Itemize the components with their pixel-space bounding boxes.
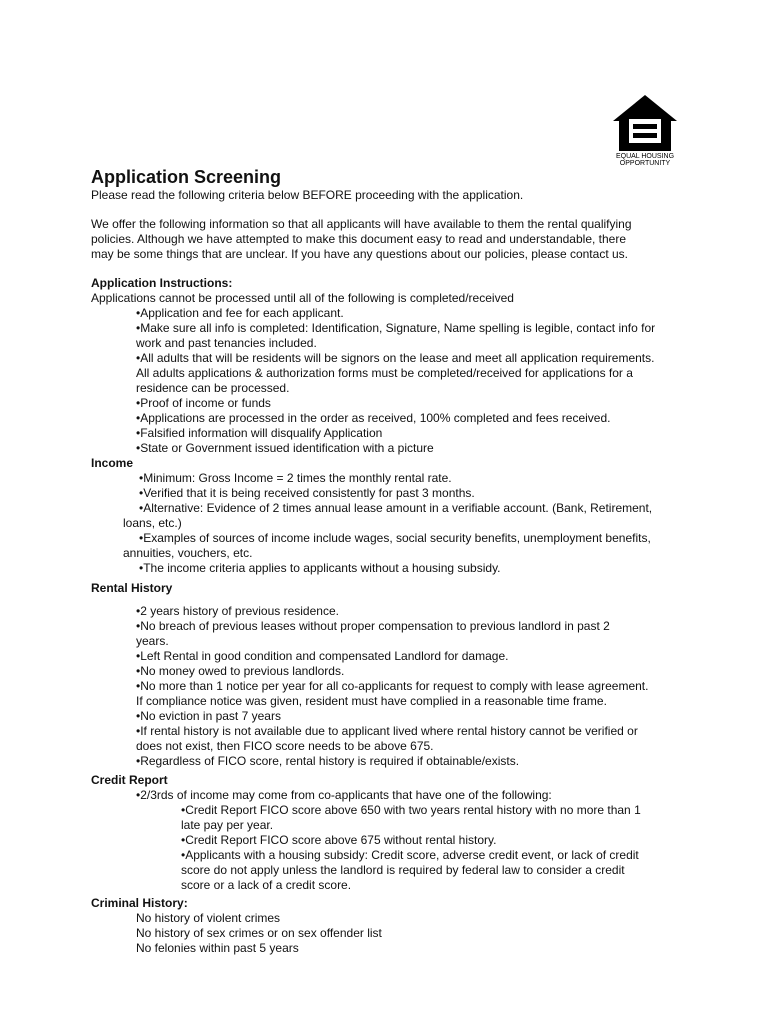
list-item: •Regardless of FICO score, rental history is required if obtainable/exists. (136, 754, 520, 768)
equal-housing-logo (610, 93, 680, 168)
intro-line: We offer the following information so that all applicants will have available to them the rental qualifying (91, 217, 632, 231)
list-item: •Verified that it is being received consistently for past 3 months. (139, 486, 475, 500)
list-item: •All adults that will be residents will be signors on the lease and meet all application requirements. (136, 351, 655, 365)
section-heading-rental-history: Rental History (91, 581, 173, 595)
logo-text-line2: OPPORTUNITY (619, 160, 671, 167)
list-item: years. (136, 634, 169, 648)
list-item: •Proof of income or funds (136, 396, 271, 410)
list-item: •2 years history of previous residence. (136, 604, 339, 618)
list-item: •Examples of sources of income include wages, social security benefits, unemployment benefits, (139, 531, 651, 545)
list-item: score do not apply unless the landlord is required by federal law to consider a credit (181, 863, 625, 877)
list-item: loans, etc.) (123, 516, 182, 530)
intro-line: policies. Although we have attempted to make this document easy to read and understandable, there (91, 232, 627, 246)
list-item: •State or Government issued identification with a picture (136, 441, 434, 455)
list-item: score or a lack of a credit score. (181, 878, 352, 892)
intro-line: may be some things that are unclear. If you have any questions about our policies, please contact us. (91, 247, 628, 261)
list-item: residence can be processed. (136, 381, 290, 395)
list-item: All adults applications & authorization forms must be completed/received for applications for a (136, 366, 633, 380)
section-heading-income: Income (91, 456, 134, 470)
credit-report-lead: •2/3rds of income may come from co-applicants that have one of the following: (136, 788, 552, 802)
list-item: No felonies within past 5 years (136, 941, 299, 955)
criminal-history-list (91, 911, 691, 956)
list-item: •Credit Report FICO score above 675 without rental history. (181, 833, 497, 847)
list-item: •Credit Report FICO score above 650 with two years rental history with no more than 1 (181, 803, 641, 817)
list-item: •Left Rental in good condition and compensated Landlord for damage. (136, 649, 509, 663)
section-heading-credit-report: Credit Report (91, 773, 168, 787)
intro-paragraph-2 (91, 217, 691, 262)
list-item: If compliance notice was given, resident must have complied in a reasonable time frame. (136, 694, 607, 708)
income-list (91, 471, 691, 576)
list-item: •Minimum: Gross Income = 2 times the monthly rental rate. (139, 471, 452, 485)
page-title: Application Screening (91, 167, 282, 187)
application-instructions-lead: Applications cannot be processed until all of the following is completed/received (91, 291, 514, 305)
spacer (91, 596, 691, 604)
list-item: No history of sex crimes or on sex offender list (136, 926, 382, 940)
list-item: No history of violent crimes (136, 911, 281, 925)
list-item: •Make sure all info is completed: Identification, Signature, Name spelling is legible, contact info for (136, 321, 656, 335)
list-item: annuities, vouchers, etc. (123, 546, 253, 560)
list-item: late pay per year. (181, 818, 274, 832)
list-item: •No eviction in past 7 years (136, 709, 281, 723)
list-item: •No more than 1 notice per year for all co-applicants for request to comply with lease agreement. (136, 679, 649, 693)
intro-paragraph-1: Please read the following criteria below BEFORE proceeding with the application. (91, 188, 524, 202)
section-heading-application-instructions: Application Instructions: (91, 276, 233, 290)
list-item: •Applications are processed in the order as received, 100% completed and fees received. (136, 411, 611, 425)
document-body (91, 166, 691, 956)
equal-housing-icon (611, 93, 679, 153)
credit-report-list (91, 803, 691, 893)
list-item: •No money owed to previous landlords. (136, 664, 345, 678)
list-item: •The income criteria applies to applicants without a housing subsidy. (139, 561, 501, 575)
list-item: •Application and fee for each applicant. (136, 306, 344, 320)
list-item: •Alternative: Evidence of 2 times annual lease amount in a verifiable account. (Bank, Retirement, (139, 501, 653, 515)
list-item: •Falsified information will disqualify Application (136, 426, 383, 440)
logo-text-line1: EQUAL HOUSING (615, 153, 675, 160)
list-item: •If rental history is not available due to applicant lived where rental history cannot be verified or (136, 724, 638, 738)
rental-history-list (91, 604, 691, 769)
list-item: •No breach of previous leases without proper compensation to previous landlord in past 2 (136, 619, 610, 633)
list-item: •Applicants with a housing subsidy: Credit score, adverse credit event, or lack of credit (181, 848, 639, 862)
application-instructions-list (91, 306, 691, 456)
list-item: work and past tenancies included. (136, 336, 317, 350)
list-item: does not exist, then FICO score needs to be above 675. (136, 739, 434, 753)
section-heading-criminal-history: Criminal History: (91, 896, 188, 910)
